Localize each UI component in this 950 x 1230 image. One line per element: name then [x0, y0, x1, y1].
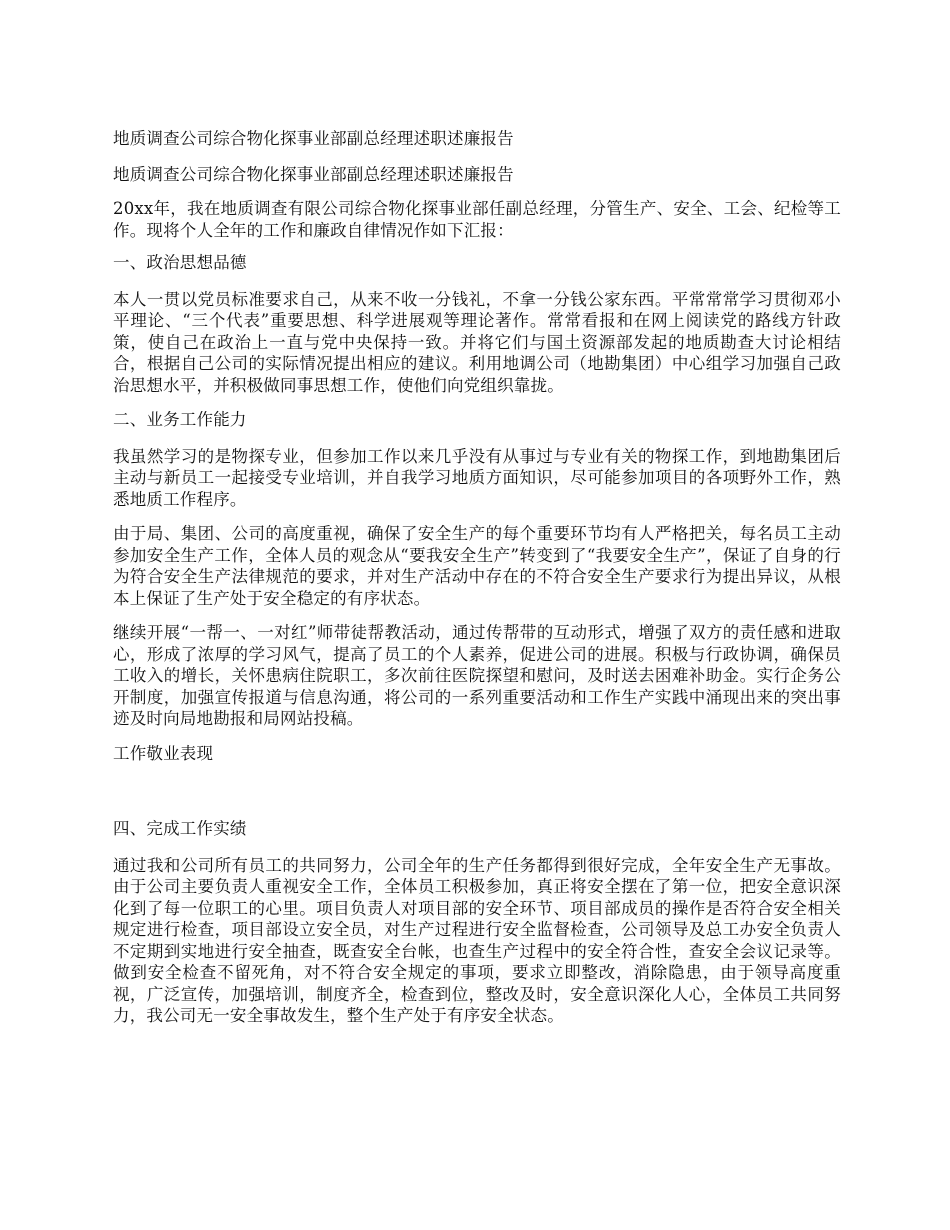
section-body-political: 本人一贯以党员标准要求自己，从来不收一分钱礼，不拿一分钱公家东西。平常常常学习贯彻邓小平理论、“三个代表”重要思想、科学进展观等理论著作。常常看报和在网上阅读党的路线方针政策，使自己在政治上一直与党中央保持一致。并将它们与国土资源部发起的地质勘查大讨论相结合，根据自己公司的实际情况提出相应的建议。利用地调公司（地勘集团）中心组学习加强自己政治思想水平，并积极做同事思想工作，使他们向党组织靠拢。 [113, 289, 841, 395]
section-heading-achievements: 四、完成工作实绩 [113, 819, 247, 838]
section-heading-dedication: 工作敬业表现 [113, 743, 214, 763]
intro-paragraph: 20xx年，我在地质调查有限公司综合物化探事业部任副总经理，分管生产、安全、工会、纪检等工作。现将个人全年的工作和廉政自律情况作如下汇报： [113, 199, 841, 240]
section-body-business-2: 由于局、集团、公司的高度重视，确保了安全生产的每个重要环节均有人严格把关，每名员工主动参加安全生产工作，全体人员的观念从“要我安全生产”转变到了“我要安全生产”，保证了自身的行为符合安全生产法律规范的要求，并对生产活动中存在的不符合安全生产要求行为提出异议，从根本上保证了生产处于安全稳定的有序状态。 [113, 524, 841, 608]
document-page [113, 128, 841, 1040]
section-body-business-1: 我虽然学习的是物探专业，但参加工作以来几乎没有从事过与专业有关的物探工作，到地勘集团后主动与新员工一起接受专业培训，并自我学习地质方面知识，尽可能参加项目的各项野外工作，熟悉地质工作程序。 [113, 446, 841, 509]
document-title: 地质调查公司综合物化探事业部副总经理述职述廉报告 [113, 129, 514, 148]
section-heading-business: 二、业务工作能力 [113, 410, 247, 429]
document-title-repeat: 地质调查公司综合物化探事业部副总经理述职述廉报告 [113, 164, 514, 184]
section-body-achievements: 通过我和公司所有员工的共同努力，公司全年的生产任务都得到很好完成，全年安全生产无事故。由于公司主要负责人重视安全工作，全体员工积极参加，真正将安全摆在了第一位，把安全意识深化到了每一位职工的心里。项目负责人对项目部的安全环节、项目部成员的操作是否符合安全相关规定进行检查，项目部设立安全员，对生产过程进行安全监督检查，公司领导及总工办安全负责人不定期到实地进行安全抽查，既查安全台帐，也查生产过程中的安全符合性，查安全会议记录等。做到安全检查不留死角，对不符合安全规定的事项，要求立即整改，消除隐患，由于领导高度重视，广泛宣传，加强培训，制度齐全，检查到位，整改及时，安全意识深化人心，全体员工共同努力，我公司无一安全事故发生，整个生产处于有序安全状态。 [113, 855, 841, 1025]
section-body-business-3: 继续开展“一帮一、一对红”师带徒帮教活动，通过传帮带的互动形式，增强了双方的责任感和进取心，形成了浓厚的学习风气，提高了员工的个人素养，促进公司的进展。积极与行政协调，确保员工收入的增长，关怀患病住院职工，多次前往医院探望和慰问，及时送去困难补助金。实行企务公开制度，加强宣传报道与信息沟通，将公司的一系列重要活动和工作生产实践中涌现出来的突出事迹及时向局地勘报和局网站投稿。 [113, 623, 841, 728]
section-heading-political: 一、政治思想品德 [113, 253, 247, 272]
